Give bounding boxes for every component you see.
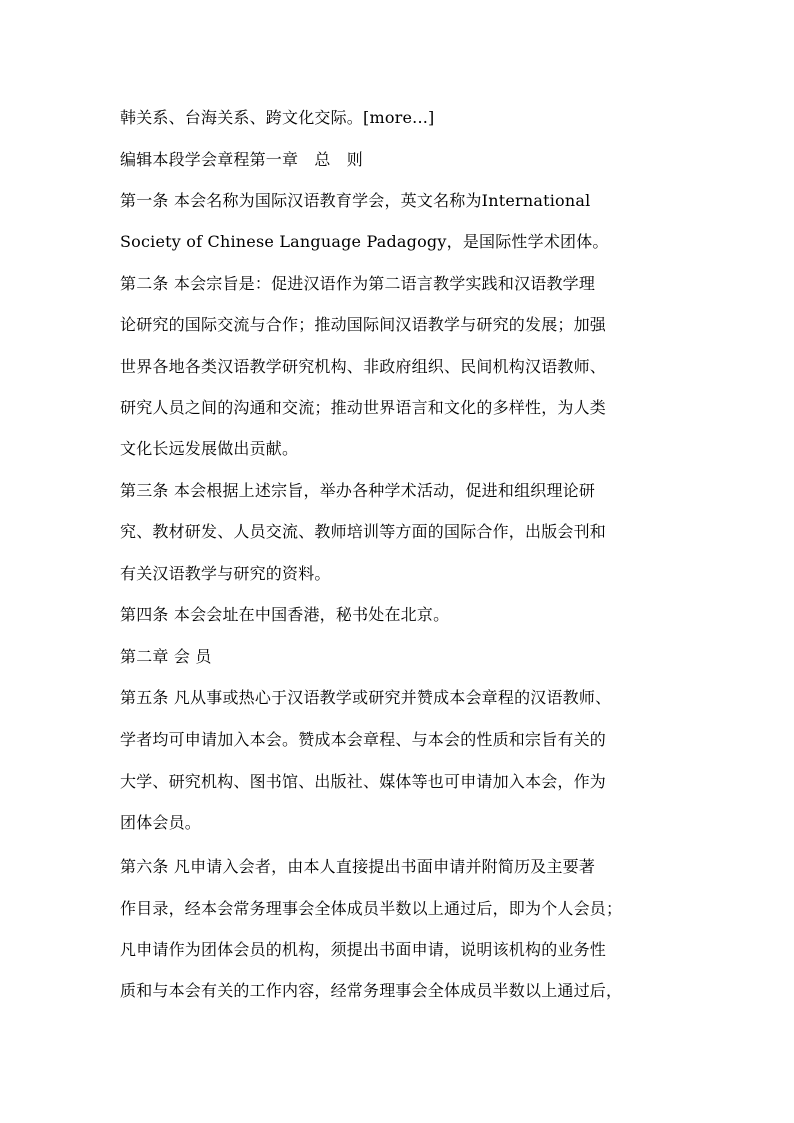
text-line: 第六条 凡申请入会者，由本人直接提出书面申请并附简历及主要著 — [120, 857, 596, 876]
text-line: 第四条 本会会址在中国香港，秘书处在北京。 — [120, 605, 450, 624]
text-line: 质和与本会有关的工作内容，经常务理事会全体成员半数以上通过后， — [120, 981, 623, 1000]
chapter-heading: 第二章 会 员 — [120, 647, 212, 666]
text-line: 文化长远发展做出贡献。 — [120, 439, 299, 458]
text-line: 究、教材研发、人员交流、教师培训等方面的国际合作，出版会刊和 — [120, 522, 607, 541]
text-line: 论研究的国际交流与合作；推动国际间汉语教学与研究的发展；加强 — [120, 315, 607, 334]
text-line: 研究人员之间的沟通和交流；推动世界语言和文化的多样性，为人类 — [120, 398, 607, 417]
text-line: 第三条 本会根据上述宗旨，举办各种学术活动，促进和组织理论研 — [120, 481, 596, 500]
text-line: 凡申请作为团体会员的机构，须提出书面申请，说明该机构的业务性 — [120, 940, 607, 959]
text-line: 第二条 本会宗旨是：促进汉语作为第二语言教学实践和汉语教学理 — [120, 274, 596, 293]
text-line: 大学、研究机构、图书馆、出版社、媒体等也可申请加入本会，作为 — [120, 772, 607, 791]
text-line: 第一条 本会名称为国际汉语教育学会，英文名称为International — [120, 191, 591, 210]
text-line: 第五条 凡从事或热心于汉语教学或研究并赞成本会章程的汉语教师、 — [120, 688, 612, 707]
text-line: Society of Chinese Language Padagogy，是国际性学术团体。 — [120, 232, 609, 251]
text-line: 团体会员。 — [120, 813, 202, 832]
text-line: 有关汉语教学与研究的资料。 — [120, 564, 331, 583]
text-line: 韩关系、台海关系、跨文化交际。[more...] — [120, 108, 435, 127]
text-line: 作目录，经本会常务理事会全体成员半数以上通过后，即为个人会员； — [120, 899, 623, 918]
text-line: 世界各地各类汉语教学研究机构、非政府组织、民间机构汉语教师、 — [120, 357, 607, 376]
section-heading: 编辑本段学会章程第一章 总 则 — [120, 150, 364, 169]
text-line: 学者均可申请加入本会。赞成本会章程、与本会的性质和宗旨有关的 — [120, 730, 607, 749]
